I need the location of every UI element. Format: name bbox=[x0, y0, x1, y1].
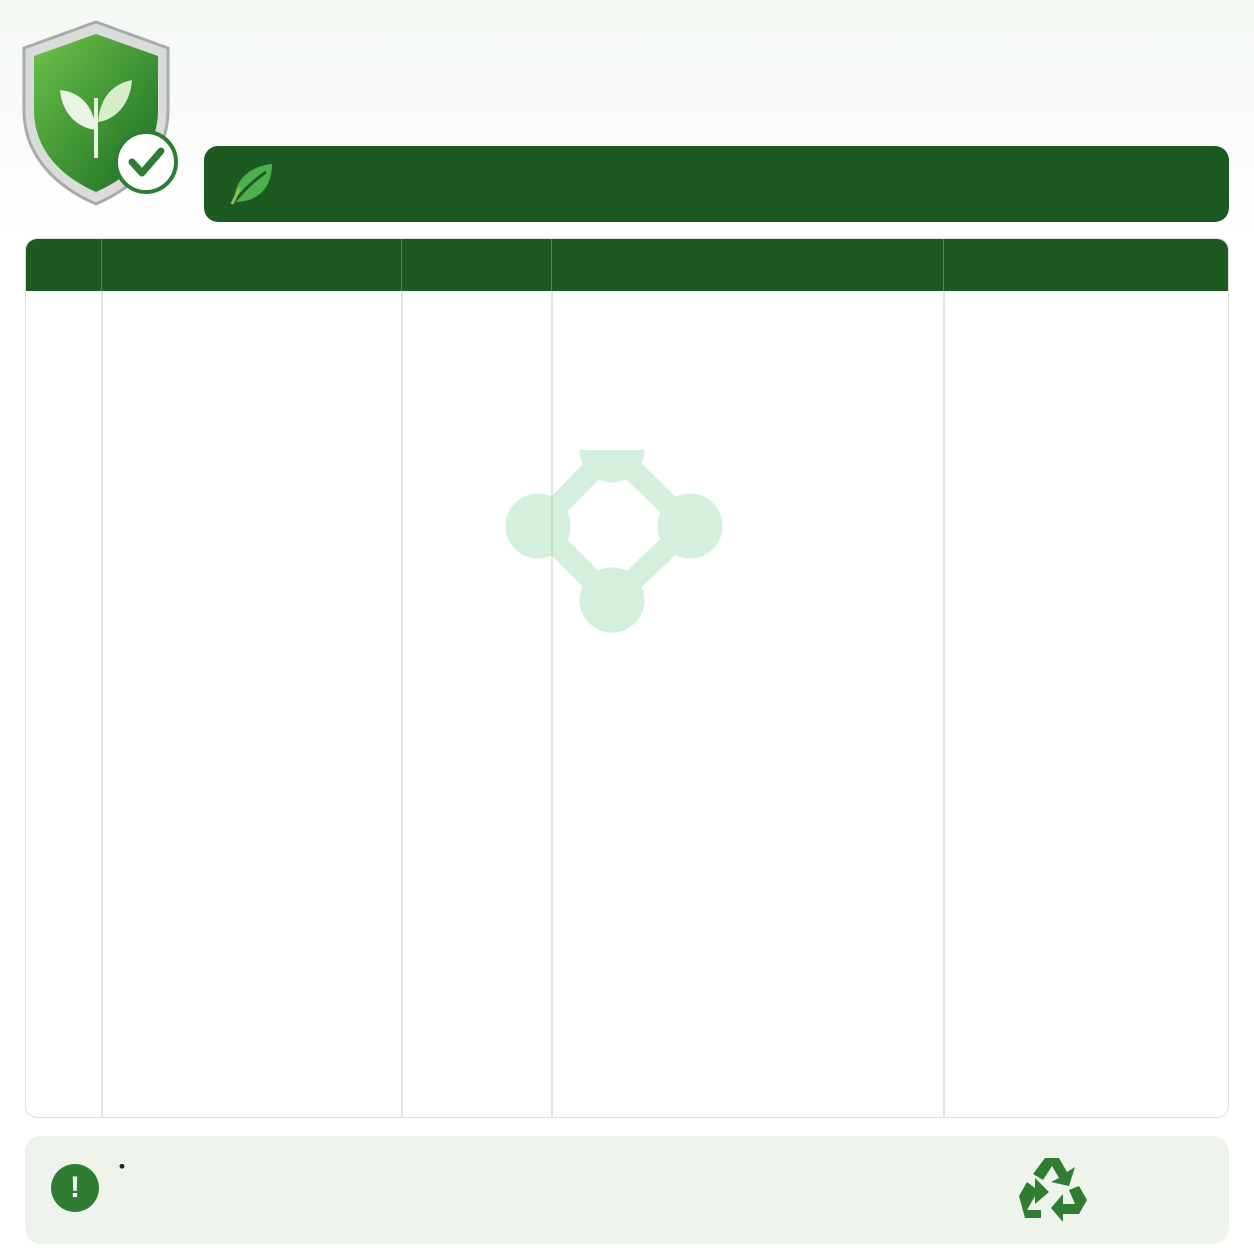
leaf-icon bbox=[226, 158, 278, 210]
header-substance bbox=[102, 239, 402, 291]
info-banner bbox=[204, 146, 1229, 222]
shield-leaf-check-icon bbox=[18, 18, 188, 208]
header-abbreviation bbox=[402, 239, 552, 291]
table-header bbox=[26, 239, 1229, 291]
substances-table bbox=[25, 238, 1229, 1118]
page-title bbox=[212, 22, 1242, 92]
recycle-icon bbox=[1015, 1154, 1089, 1224]
header-no bbox=[26, 239, 102, 291]
header-limit bbox=[944, 239, 1229, 291]
exclamation-icon: ! bbox=[51, 1164, 99, 1212]
header-description bbox=[552, 239, 944, 291]
footer-notes bbox=[25, 1136, 1229, 1244]
